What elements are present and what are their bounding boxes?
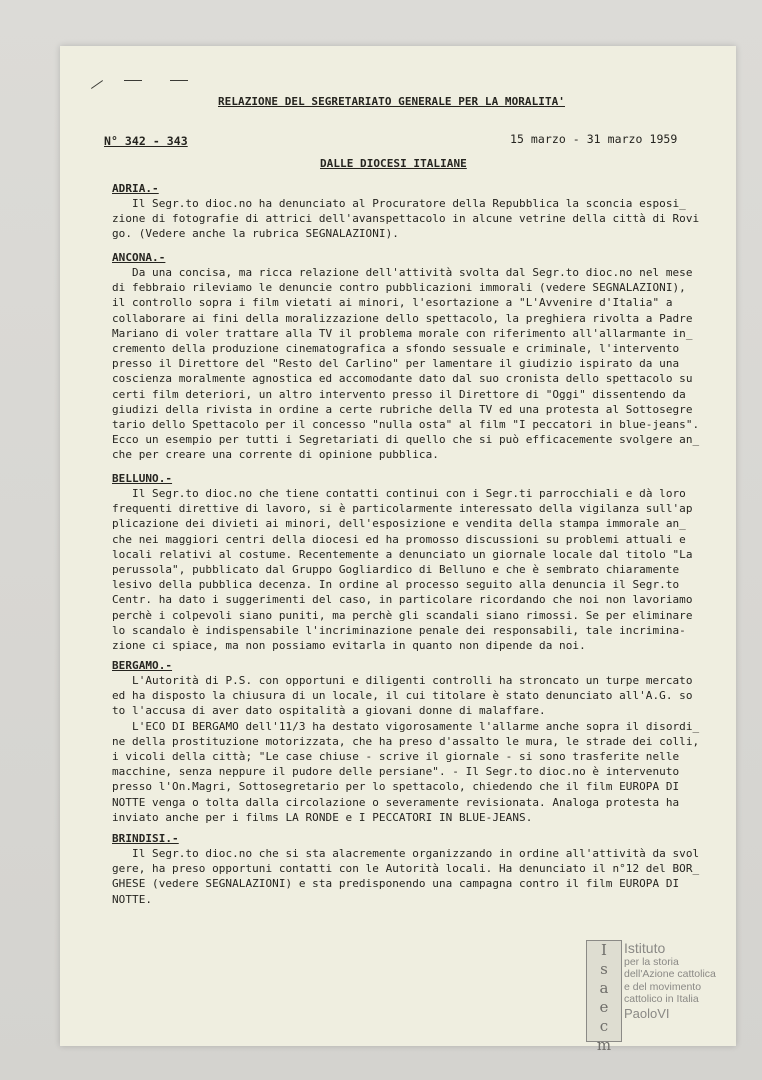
document-title: RELAZIONE DEL SEGRETARIATO GENERALE PER LA MORALITA' [218,95,565,108]
logo-letter: I [601,941,607,959]
region-text-bergamo: L'Autorità di P.S. con opportuni e diligenti controlli ha stroncato un turpe mercato ed ha disposto la chiusura di un locale, il cui titolare è stato denunciato all'A.G. so to l'accusa di aver dato ospitalità a giovani donne di malaffare. L'ECO DI BERGAMO dell'11/3 ha destato vigorosamente l'allarme anche sopra il disordi_ ne della prostituzione motorizzata, che ha preso d'assalto le mura, le strade dei colli, i vicoli della città; "Le case chiuse - scrive il giornale - si sono trasferite nelle macchine, senza neppure il pudore delle persiane". - Il Segr.to dioc.no è intervenuto presso l'On.Magri, Sottosegretario per lo spettacolo, chiedendo che il film EUROPA DI NOTTE venga o tolta dalla circolazione o severamente revisionata. Analoga protesta ha inviato anche per i films LA RONDE e I PECCATORI IN BLUE-JEANS. [112,674,700,824]
logo-line: PaoloVI [624,1005,670,1021]
logo-line: dell'Azione cattolica [624,968,716,981]
region-heading-brindisi: BRINDISI.- [112,832,179,845]
logo-letter: a [599,979,609,997]
region-text-adria: Il Segr.to dioc.no ha denunciato al Procuratore della Repubblica la sconcia esposi_ zione di fotografie di attrici dell'avanspettacolo in alcune vetrine della città di Rovi go. (Vedere anche la rubrica SEGNALAZIONI). [112,197,700,241]
logo-mark [586,940,622,1054]
issue-number: N° 342 - 343 [104,134,188,148]
section-subtitle: DALLE DIOCESI ITALIANE [320,157,467,170]
logo-letter: e [599,998,609,1016]
region-text-brindisi: Il Segr.to dioc.no che si sta alacremente organizzando in ordine all'attività da svol gere, ha preso opportuni contatti con le Autorità locali. Ha denunciato il n°12 del BOR_ GHESE (vedere SEGNALAZIONI) e sta predisponendo una campagna contro il film EUROPA DI NOTTE. [112,847,700,906]
region-heading-ancona: ANCONA.- [112,251,166,264]
logo-line: Istituto [624,940,666,956]
logo-letter: m [596,1036,612,1054]
region-text-belluno: Il Segr.to dioc.no che tiene contatti continui con i Segr.ti parrocchiali e dà loro frequenti direttive di lavoro, si è particolarmente interessato della vigilanza sull'ap plicazione dei divieti ai minori, dell'esposizione e vendita della stampa immorale an_ che nei maggiori centri della diocesi ed ha promosso discussioni su problemi attuali e locali relativi al costume. Recentemente a denunciato un giornale locale dal titolo "La perussola", pubblicato dal Gruppo Gogliardico di Belluno e che è sembrato chiaramente lesivo della pubblica decenza. In ordine al processo seguito alla denuncia il Segr.to Centr. ha dato i suggerimenti del caso, in particolare ricordando che noi non lavoriamo perchè i colpevoli siano puniti, ma perchè gli scandali siano rimossi. Se per eliminare lo scandalo è indispensabile l'incriminazione penale dei responsabili, tale incrimina- zione ci spiace, ma non possiamo evitarla in quanto non dipende da noi. [112,487,693,653]
pen-mark [170,80,188,81]
archive-watermark-logo [586,940,726,1054]
logo-letter: s [600,960,608,978]
logo-line: e del movimento [624,980,702,993]
pen-mark [124,80,142,81]
logo-line: cattolico in Italia [624,993,699,1006]
region-text-ancona: Da una concisa, ma ricca relazione dell'attività svolta dal Segr.to dioc.no nel mese di febbraio rileviamo le denuncie contro pubblicazioni immorali (vedere SEGNALAZIONI), il controllo sopra i film vietati ai minori, l'esortazione a "L'Avvenire d'Italia" a collaborare ai fini della moralizzazione dello spettacolo, la preghiera rivolta a Padre Mariano di voler trattare alla TV il problema morale con riferimento all'allarmante in_ cremento della produzione cinematografica a sfondo sessuale e criminale, l'intervento presso il Direttore del "Resto del Carlino" per lamentare il giudizio ispirato da una coscienza moralmente agnostica ed accomodante dato dal suo cronista dello spettacolo su certi film deteriori, un altro intervento presso il Direttore di "Oggi" dissentendo da giudizi della rivista in ordine a certe rubriche della TV ed una protesta al Sottosegre tario dello Spettacolo per il concesso "nulla osta" al film "I peccatori in blue-jeans". Ecco un esempio per tutti i Segretariati di quello che si può efficacemente svolgere an_ che per creare una corrente di opinione pubblica. [112,266,700,462]
region-heading-belluno: BELLUNO.- [112,472,173,485]
logo-letter: c [599,1017,609,1035]
logo-line: per la storia [624,956,679,968]
issue-date: 15 marzo - 31 marzo 1959 [510,132,678,146]
logo-text [624,940,716,1021]
region-heading-adria: ADRIA.- [112,182,159,195]
region-heading-bergamo: BERGAMO.- [112,659,173,672]
